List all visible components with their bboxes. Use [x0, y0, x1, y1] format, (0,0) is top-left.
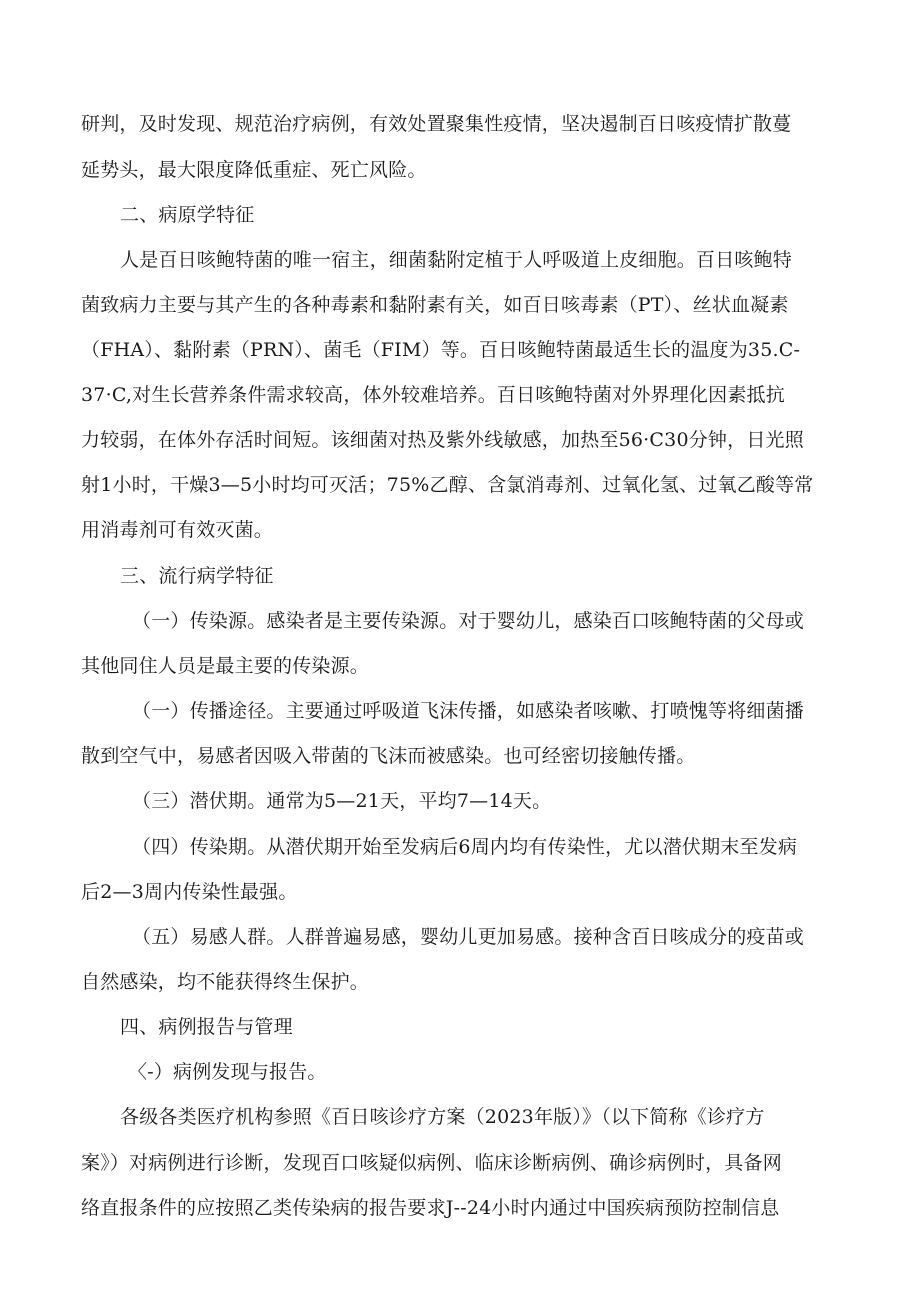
paragraph-line: 37·C,对生长营养条件需求较高，体外较难培养。百日咳鲍特菌对外界理化因素抵抗 [81, 384, 785, 406]
paragraph-line: 研判，及时发现、规范治疗病例，有效处置聚集性疫情，坚决遏制百日咳疫情扩散蔓 [81, 113, 792, 135]
section-heading: 三、流行病学特征 [120, 565, 274, 587]
paragraph-line: 延势头，最大限度降低重症、死亡风险。 [81, 159, 427, 181]
section-heading: 二、病原学特征 [120, 204, 255, 226]
paragraph-line: （一）传播途径。主要通过呼吸道飞沫传播，如感染者咳嗽、打喷愧等将细菌播 [132, 700, 805, 722]
paragraph-line: 射1小时，干燥3—5小时均可灭活；75%乙醇、含氯消毒剂、过氧化氢、过氧乙酸等常 [81, 474, 814, 496]
paragraph-line: （FHA）、黏附素（PRN）、菌毛（FIM）等。百日咳鲍特菌最适生长的温度为35.C- [81, 339, 801, 361]
subsection-heading: 〈-）病例发现与报告。 [128, 1061, 327, 1083]
paragraph-line: 络直报条件的应按照乙类传染病的报告要求J--24小时内通过中国疾病预防控制信息 [81, 1197, 780, 1219]
paragraph-line: （一）传染源。感染者是主要传染源。对于婴幼儿，感染百口咳鲍特菌的父母或 [132, 610, 805, 632]
paragraph-line: 各级各类医疗机构参照《百日咳诊疗方案（2023年版）》（以下简称《诊疗方 [120, 1106, 765, 1128]
paragraph-line: 散到空气中，易感者因吸入带菌的飞沫而被感染。也可经密切接触传播。 [81, 745, 696, 767]
paragraph-line: 案》）对病例进行诊断，发现百口咳疑似病例、临床诊断病例、确诊病例时，具备网 [81, 1152, 782, 1174]
paragraph-line: 菌致病力主要与其产生的各种毒素和黏附素有关，如百日咳毒素（PT）、丝状血凝素 [81, 294, 789, 316]
paragraph-line: 后2—3周内传染性最强。 [81, 881, 298, 903]
paragraph-line: 其他同住人员是最主要的传染源。 [81, 655, 370, 677]
paragraph-line: （四）传染期。从潜伏期开始至发病后6周内均有传染性，尤以潜伏期末至发病 [132, 836, 798, 858]
paragraph-line: （五）易感人群。人群普遍易感，婴幼儿更加易感。接种含百日咳成分的疫苗或 [132, 926, 805, 948]
paragraph-line: 力较弱，在体外存活时间短。该细菌对热及紫外线敏感，加热至56·C30分钟，日光照 [81, 429, 804, 451]
section-heading: 四、病例报告与管理 [120, 1016, 293, 1038]
paragraph-line: 用消毒剂可有效灭菌。 [81, 519, 274, 541]
paragraph-line: （三）潜伏期。通常为5—21天，平均7—14天。 [132, 790, 552, 812]
paragraph-line: 人是百日咳鲍特菌的唯一宿主，细菌黏附定植于人呼吸道上皮细胞。百日咳鲍特 [120, 249, 793, 271]
paragraph-line: 自然感染，均不能获得终生保护。 [81, 971, 370, 993]
